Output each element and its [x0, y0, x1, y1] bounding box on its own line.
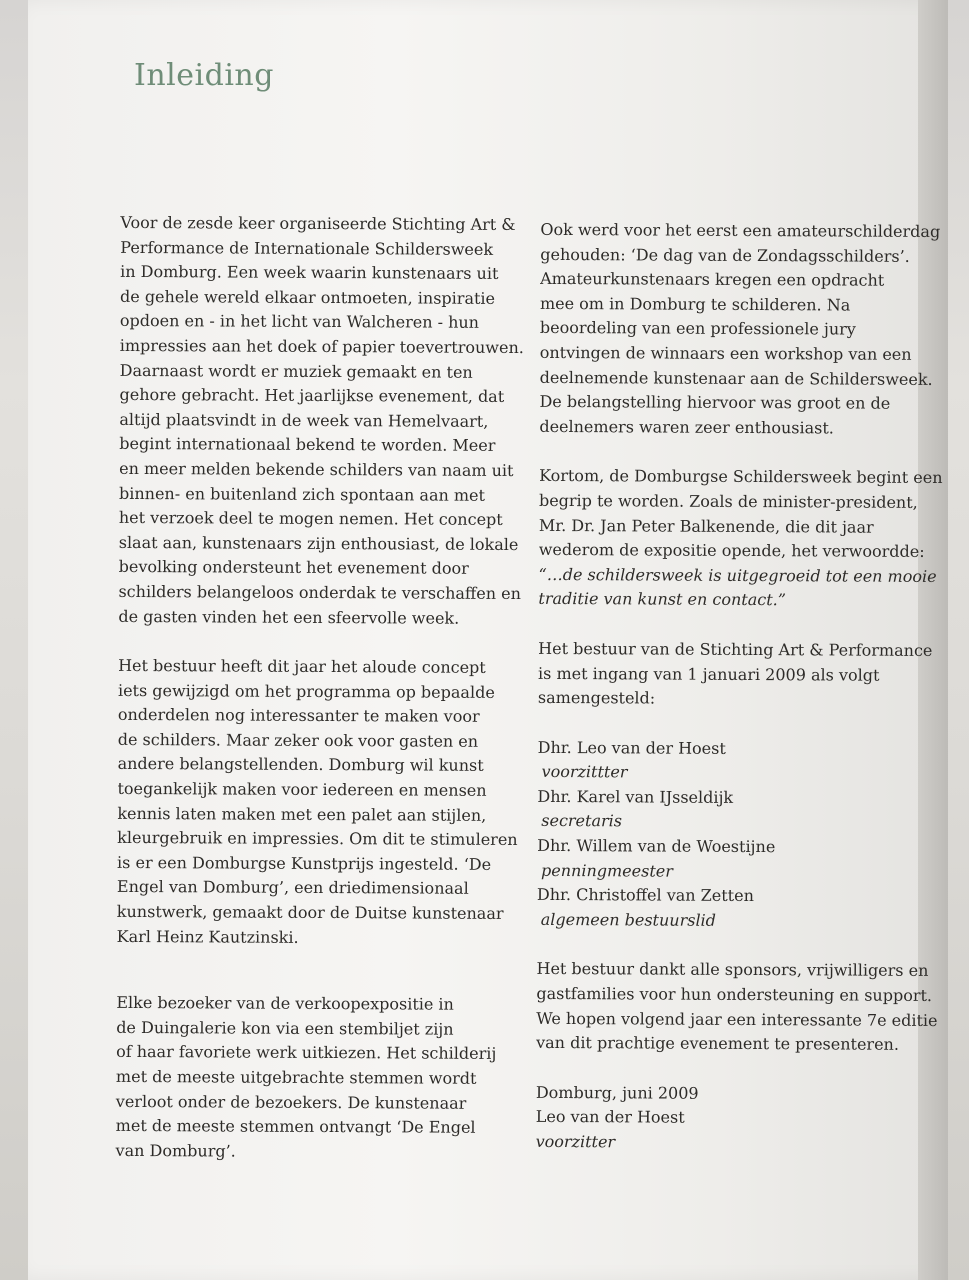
text-line: verloot onder de bezoekers. De kunstenaar — [115, 1091, 467, 1113]
signature-role: voorzitter — [535, 1131, 616, 1152]
board-member-name: Dhr. Christoffel van Zetten — [536, 885, 754, 906]
board-list — [537, 736, 958, 935]
text-line: toegankelijk maken voor iedereen en mensen — [117, 778, 487, 800]
text-line: Ook werd voor het eerst een amateurschilderdag — [540, 219, 941, 242]
text-line: gehouden: ‘De dag van de Zondagsschilders’. — [540, 244, 910, 266]
text-line: We hopen volgend jaar een interessante 7e editie — [536, 1008, 938, 1030]
text-line: mee om in Domburg te schilderen. Na — [539, 293, 851, 315]
left-paragraph-3 — [116, 991, 527, 1165]
minister-quote — [538, 563, 958, 614]
left-paragraph-2 — [117, 654, 529, 951]
text-line: samengesteld: — [537, 687, 656, 708]
text-line: wederom de expositie opende, het verwoordde: — [538, 540, 925, 562]
text-line: slaat aan, kunstenaars zijn enthousiast, de lokale — [118, 532, 519, 554]
right-paragraph-3 — [538, 637, 958, 713]
text-line: de Duingalerie kon via een stembiljet zijn — [116, 1017, 454, 1039]
page-title: Inleiding — [134, 58, 274, 93]
right-paragraph-2 — [539, 464, 960, 565]
right-paragraph-1 — [539, 218, 960, 442]
board-member-role: secretaris — [541, 811, 623, 831]
board-member-role: penningmeester — [540, 860, 673, 881]
text-line: met de meeste stemmen ontvangt ‘De Engel — [115, 1116, 476, 1137]
text-line: andere belangstellenden. Domburg wil kunst — [117, 754, 484, 776]
board-member-role: voorzittter — [541, 762, 628, 782]
text-line: gastfamilies voor hun ondersteuning en support. — [536, 983, 933, 1005]
left-paragraph-1 — [118, 211, 530, 631]
text-line: kleurgebruik en impressies. Om dit te stimuleren — [117, 828, 518, 850]
text-line: opdoen en - in het licht van Walcheren - hun — [119, 311, 480, 333]
text-line: iets gewijzigd om het programma op bepaalde — [117, 680, 495, 702]
text-line: kunstwerk, gemaakt door de Duitse kunstenaar — [116, 901, 504, 923]
text-line: kennis laten maken met een palet aan stijlen, — [117, 803, 487, 825]
board-member-role: algemeen bestuurslid — [540, 909, 717, 930]
signature-name: Leo van der Hoest — [535, 1107, 685, 1128]
text-line: het verzoek deel te mogen nemen. Het concept — [118, 508, 503, 530]
text-line: ontvingen de winnaars een workshop van een — [539, 342, 912, 364]
text-line: traditie van kunst en contact.” — [538, 589, 786, 610]
text-line: en meer melden bekende schilders van naam uit — [119, 458, 514, 480]
text-line: is er een Domburgse Kunstprijs ingesteld. ‘De — [117, 852, 492, 874]
right-column — [536, 218, 961, 1157]
text-line: met de meeste uitgebrachte stemmen wordt — [115, 1066, 477, 1088]
text-line: Het bestuur heeft dit jaar het aloude concept — [118, 656, 486, 677]
text-line: begrip te worden. Zoals de minister-president, — [538, 490, 918, 512]
text-line: in Domburg. Een week waarin kunstenaars uit — [120, 262, 499, 284]
text-line: of haar favoriete werk uitkiezen. Het schilderij — [116, 1042, 497, 1064]
text-line: de schilders. Maar zeker ook voor gasten en — [117, 729, 479, 751]
text-line: bevolking ondersteunt het evenement door — [118, 557, 469, 579]
text-line: de gehele wereld elkaar ontmoeten, inspiratie — [119, 286, 496, 308]
text-line: deelnemende kunstenaar aan de Schildersweek. — [539, 367, 933, 389]
text-line: is met ingang van 1 januari 2009 als volgt — [538, 663, 880, 685]
text-line: Karl Heinz Kautzinski. — [116, 926, 299, 947]
text-line: “…de schildersweek is uitgegroeid tot een mooie — [538, 564, 937, 586]
signature-place-date: Domburg, juni 2009 — [535, 1082, 699, 1103]
text-line: Het bestuur van de Stichting Art & Performance — [538, 638, 933, 660]
text-line: deelnemers waren zeer enthousiast. — [539, 416, 834, 438]
text-line: impressies aan het doek of papier toevertrouwen. — [119, 335, 524, 358]
text-line: binnen- en buitenland zich spontaan aan met — [118, 483, 486, 505]
right-paragraph-4 — [536, 957, 957, 1058]
text-line: Kortom, de Domburgse Schildersweek begint een — [539, 466, 943, 488]
text-line: Engel van Domburg’, een driedimensionaal — [116, 877, 469, 899]
text-line: Performance de Internationale Schildersweek — [120, 237, 494, 259]
text-line: van Domburg’. — [115, 1140, 236, 1161]
board-member-name: Dhr. Willem van de Woestijne — [537, 835, 776, 857]
text-line: De belangstelling hiervoor was groot en de — [539, 392, 891, 413]
signature-block — [536, 1081, 956, 1157]
text-line: beoordeling van een professionele jury — [539, 318, 856, 339]
text-line: van dit prachtige evenement te presenteren. — [536, 1033, 900, 1055]
text-line: Daarnaast wordt er muziek gemaakt en ten — [119, 360, 473, 382]
text-line: Elke bezoeker van de verkoopexpositie in — [116, 993, 454, 1014]
text-line: Voor de zesde keer organiseerde Stichting Art & — [120, 212, 516, 235]
text-line: Mr. Dr. Jan Peter Balkenende, die dit jaar — [538, 515, 874, 537]
text-line: Amateurkunstenaars kregen een opdracht — [540, 269, 885, 290]
left-column — [116, 211, 531, 1166]
text-line: altijd plaatsvindt in de week van Hemelvaart, — [119, 409, 489, 431]
text-line: onderdelen nog interessanter te maken voor — [117, 705, 480, 727]
board-member-name: Dhr. Karel van IJsseldijk — [537, 786, 734, 807]
text-line: de gasten vinden het een sfeervolle week. — [118, 606, 460, 628]
text-line: begint internationaal bekend te worden. Meer — [119, 434, 496, 456]
text-line: gehore gebracht. Het jaarlijkse evenement, dat — [119, 385, 505, 407]
text-line: Het bestuur dankt alle sponsors, vrijwilligers en — [536, 959, 929, 981]
board-member-name: Dhr. Leo van der Hoest — [537, 737, 726, 758]
text-line: schilders belangeloos onderdak te verschaffen en — [118, 581, 522, 603]
